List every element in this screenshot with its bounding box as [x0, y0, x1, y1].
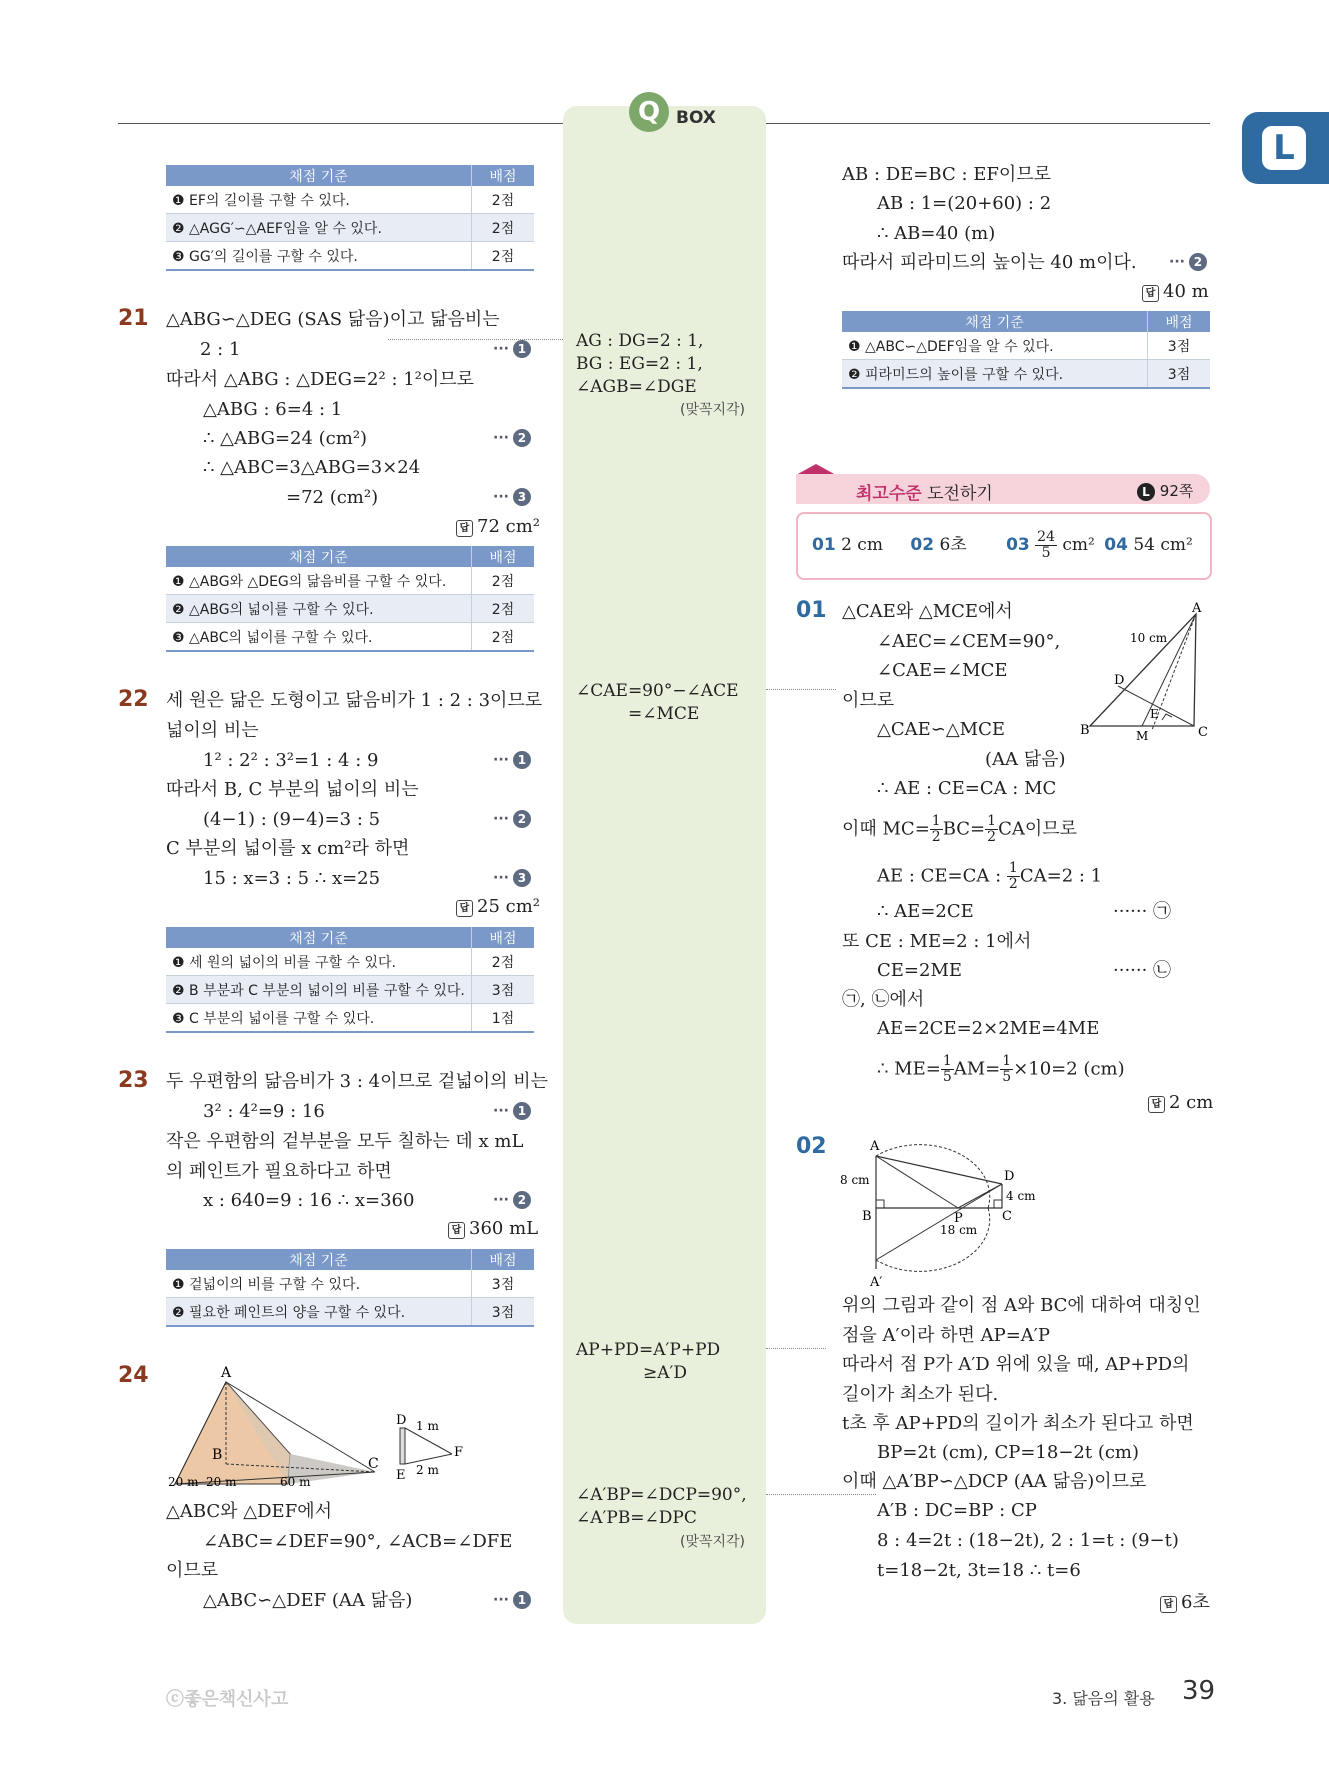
- p21-line7: =72 (cm²): [286, 487, 379, 508]
- challenge-title: 최고수준 도전하기: [856, 484, 993, 504]
- qnote-1d: (맞꼭지각): [680, 402, 746, 418]
- p21-line5: ∴ △ABG=24 (cm²): [203, 428, 368, 449]
- step-mark-2: ··· 2: [1169, 253, 1207, 271]
- p22-line1: 세 원은 닮은 도형이고 닮음비가 1 : 2 : 3이므로: [166, 690, 543, 711]
- qnote-3b: ≥A′D: [643, 1363, 688, 1383]
- fig02-label-a: A: [870, 1139, 880, 1154]
- c02-reflection-figure: [838, 1134, 1038, 1294]
- criteria-row: ❶ EF의 길이를 구할 수 있다.: [166, 186, 472, 214]
- fig01-label-c: C: [1198, 725, 1208, 740]
- p21-answer: 답 72 cm²: [456, 516, 540, 537]
- p23-line2: 3² : 4²=9 : 16: [203, 1101, 325, 1122]
- c01-mark-a: ······ ㉠: [1113, 901, 1172, 922]
- fig24-len-5: 2 m: [416, 1463, 439, 1477]
- score-table-23: 채점 기준 배점 ❶ 겉넓이의 비를 구할 수 있다. 3점 ❷ 필요한 페인트의 양을 구할 수 있다. 3점: [166, 1249, 534, 1327]
- fig02-label-d: D: [1004, 1169, 1015, 1184]
- problem-number-21: 21: [118, 306, 149, 331]
- fig24-len-2: 20 m: [206, 1475, 237, 1489]
- p24-line3: 이므로: [166, 1560, 219, 1581]
- c02-line10: t=18−2t, 3t=18 ∴ t=6: [877, 1560, 1081, 1581]
- c01-answer: 답 2 cm: [1148, 1092, 1213, 1113]
- problem-number-23: 23: [118, 1068, 149, 1093]
- c01-line8: 이때 MC= $\frac{1}{2}$ BC= $\frac{1}{2}$ CA이므로: [842, 813, 1077, 845]
- qnote-2b: =∠MCE: [628, 704, 700, 724]
- c01-line2: ∠AEC=∠CEM=90°,: [877, 631, 1061, 652]
- qnote-4a: ∠A′BP=∠DCP=90°,: [576, 1485, 747, 1505]
- c01-line13: ㉠, ㉡에서: [842, 989, 925, 1010]
- fig24-len-3: 60 m: [280, 1475, 311, 1489]
- p24-line1: △ABC와 △DEF에서: [166, 1501, 332, 1522]
- score-table-24: 채점 기준 배점 ❶ △ABC∽△DEF임을 알 수 있다. 3점 ❷ 피라미드의 높이를 구할 수 있다. 3점: [842, 311, 1210, 389]
- fig24-label-a: A: [221, 1365, 232, 1381]
- pyramid-figure: [160, 1362, 470, 1492]
- level-tab: [1242, 112, 1329, 184]
- step-mark-3: ··· 3: [493, 869, 531, 887]
- step-mark-2: ··· 2: [493, 1191, 531, 1209]
- qnote-1c: ∠AGB=∠DGE: [576, 377, 697, 397]
- p24-line2: ∠ABC=∠DEF=90°, ∠ACB=∠DFE: [203, 1531, 513, 1552]
- fig24-label-d: D: [396, 1413, 407, 1428]
- p22-line6: C 부분의 넓이를 x cm²라 하면: [166, 838, 410, 859]
- c01-line6: (AA 닮음): [985, 749, 1066, 770]
- p22-line2: 넓이의 비는: [166, 720, 259, 741]
- c01-line15: ∴ ME= $\frac{1}{5}$ AM= $\frac{1}{5}$ ×10=2 (cm): [877, 1053, 1125, 1085]
- fig01-label-a: A: [1192, 601, 1202, 616]
- qnote-1b: BG : EG=2 : 1,: [576, 354, 703, 374]
- step-mark-1: ··· 1: [493, 340, 531, 358]
- step-mark-1: ··· 1: [493, 751, 531, 769]
- fig02-label-c: C: [1002, 1209, 1012, 1224]
- fig24-label-c: C: [368, 1456, 379, 1472]
- c02-answer: 답 6초: [1160, 1588, 1210, 1614]
- fig02-len-18: 18 cm: [940, 1223, 978, 1237]
- c02-line6: BP=2t (cm), CP=18−2t (cm): [877, 1442, 1140, 1463]
- l-circle-icon: L: [1137, 483, 1155, 501]
- c01-line7: ∴ AE : CE=CA : MC: [877, 778, 1057, 799]
- p23-answer: 답 360 mL: [448, 1218, 538, 1239]
- c01-line1: △CAE와 △MCE에서: [842, 601, 1013, 622]
- answer-icon: 답: [456, 520, 473, 537]
- leader-line: [766, 689, 836, 690]
- points-header: 배점: [472, 165, 535, 186]
- p24-line4: △ABC∽△DEF (AA 닮음): [203, 1590, 413, 1611]
- p23-line4: 의 페인트가 필요하다고 하면: [166, 1161, 392, 1182]
- p22-line4: 따라서 B, C 부분의 넓이의 비는: [166, 779, 419, 800]
- challenge-number-01: 01: [796, 598, 827, 623]
- c01-line5: △CAE∽△MCE: [877, 719, 1006, 740]
- fig02-len-8: 8 cm: [840, 1173, 870, 1187]
- p24b-line1: AB : DE=BC : EF이므로: [842, 164, 1052, 185]
- c02-line4: 길이가 최소가 된다.: [842, 1384, 999, 1405]
- p24b-line3: ∴ AB=40 (m): [877, 223, 996, 244]
- qnote-4b: ∠A′PB=∠DPC: [576, 1508, 697, 1528]
- fig24-len-1: 20 m: [168, 1475, 199, 1489]
- leader-line: [766, 1348, 826, 1349]
- qnote-3a: AP+PD=A′P+PD: [576, 1340, 721, 1360]
- c02-line1: 위의 그림과 같이 점 A와 BC에 대하여 대칭인: [842, 1295, 1201, 1316]
- c01-mark-b: ······ ㉡: [1113, 960, 1172, 981]
- fig24-label-f: F: [454, 1445, 464, 1460]
- c01-line4: 이므로: [842, 690, 895, 711]
- challenge-page-ref: L 92쪽: [1137, 480, 1193, 501]
- challenge-answers: 01 2 cm 02 6초 03 $\frac{24}{5}$ cm² 04 54 cm²: [812, 529, 1193, 561]
- c02-line8: A′B : DC=BP : CP: [877, 1500, 1037, 1521]
- p22-line7: 15 : x=3 : 5 ∴ x=25: [203, 868, 381, 889]
- p22-line5: (4−1) : (9−4)=3 : 5: [203, 809, 381, 830]
- qnote-1a: AG : DG=2 : 1,: [576, 331, 704, 351]
- fig01-label-e: E: [1150, 707, 1159, 721]
- fig01-label-d: D: [1114, 673, 1125, 688]
- score-table-20: 채점 기준 배점 ❶ EF의 길이를 구할 수 있다. 2점 ❷ △AGG′∽△AEF임을 알 수 있다. 2점 ❸ GG′의 길이를 구할 수 있다. 2점: [166, 165, 534, 271]
- fig24-len-4: 1 m: [416, 1419, 439, 1433]
- c01-line11: 또 CE : ME=2 : 1에서: [842, 931, 1032, 952]
- c02-line5: t초 후 AP+PD의 길이가 최소가 된다고 하면: [842, 1413, 1194, 1434]
- p21-line2: 2 : 1: [200, 339, 241, 360]
- p21-line1: △ABG∽△DEG (SAS 닮음)이고 닮음비는: [166, 309, 500, 330]
- criteria-row: ❷ △AGG′∽△AEF임을 알 수 있다.: [166, 214, 472, 242]
- c01-triangle-figure: [1078, 600, 1218, 740]
- p23-line5: x : 640=9 : 16 ∴ x=360: [203, 1190, 415, 1211]
- p22-line3: 1² : 2² : 3²=1 : 4 : 9: [203, 750, 379, 771]
- p24-answer: 답 40 m: [1142, 281, 1209, 302]
- p23-line3: 작은 우편함의 겉부분을 모두 칠하는 데 x mL: [166, 1131, 524, 1152]
- p21-line6: ∴ △ABC=3△ABG=3×24: [203, 457, 421, 478]
- p24b-line2: AB : 1=(20+60) : 2: [877, 193, 1052, 214]
- level-l-icon: L: [1262, 126, 1306, 170]
- score-table-22: 채점 기준 배점 ❶ 세 원의 넓이의 비를 구할 수 있다. 2점 ❷ B 부분과 C 부분의 넓이의 비를 구할 수 있다. 3점 ❸ C 부분의 넓이를 구할 수 있다. 1점: [166, 927, 534, 1033]
- fig24-label-e: E: [396, 1468, 406, 1483]
- step-mark-1: ··· 1: [493, 1591, 531, 1609]
- c02-line2: 점을 A′이라 하면 AP=A′P: [842, 1325, 1050, 1346]
- fig02-len-4: 4 cm: [1006, 1189, 1036, 1203]
- problem-number-22: 22: [118, 687, 149, 712]
- step-mark-2: ··· 2: [493, 429, 531, 447]
- qnote-4c: (맞꼭지각): [680, 1534, 746, 1550]
- q-box-label: BOX: [676, 108, 716, 128]
- p22-answer: 답 25 cm²: [456, 896, 540, 917]
- fig01-label-m: M: [1136, 729, 1149, 740]
- p21-line4: △ABG : 6=4 : 1: [203, 399, 343, 420]
- fig24-label-b: B: [212, 1447, 223, 1463]
- c01-line10: ∴ AE=2CE: [877, 901, 974, 922]
- p21-line3: 따라서 △ABG : △DEG=2² : 1²이므로: [166, 369, 475, 390]
- challenge-number-02: 02: [796, 1134, 827, 1159]
- fig01-label-b: B: [1080, 723, 1090, 738]
- c01-line3: ∠CAE=∠MCE: [877, 660, 1008, 681]
- problem-number-24: 24: [118, 1363, 149, 1388]
- fig02-label-a-prime: A′: [870, 1275, 883, 1290]
- step-mark-1: ··· 1: [493, 1102, 531, 1120]
- leader-line: [766, 1494, 876, 1495]
- c02-line9: 8 : 4=2t : (18−2t), 2 : 1=t : (9−t): [877, 1530, 1179, 1551]
- qnote-2a: ∠CAE=90°−∠ACE: [576, 681, 739, 701]
- step-mark-2: ··· 2: [493, 810, 531, 828]
- page-number: 39: [1182, 1676, 1216, 1706]
- p24b-line4: 따라서 피라미드의 높이는 40 m이다.: [842, 252, 1137, 273]
- criteria-header: 채점 기준: [166, 165, 472, 186]
- score-table-21: 채점 기준 배점 ❶ △ABG와 △DEG의 닮음비를 구할 수 있다. 2점 ❷ △ABG의 넓이를 구할 수 있다. 2점 ❸ △ABC의 넓이를 구할 수 있다. 2점: [166, 546, 534, 652]
- leader-line: [388, 339, 563, 340]
- q-logo-icon: Q: [629, 92, 669, 132]
- step-mark-3: ··· 3: [493, 488, 531, 506]
- chapter-title: 3. 닮음의 활용: [1052, 1689, 1155, 1708]
- fig02-label-b: B: [862, 1209, 872, 1224]
- fig02-label-p: P: [954, 1211, 963, 1226]
- c02-line3: 따라서 점 P가 A′D 위에 있을 때, AP+PD의: [842, 1354, 1190, 1375]
- p23-line1: 두 우편함의 닮음비가 3 : 4이므로 겉넓이의 비는: [166, 1071, 549, 1092]
- publisher-mark: ⓒ좋은책신사고: [166, 1689, 289, 1710]
- c01-line9: AE : CE=CA : $\frac{1}{2}$ CA=2 : 1: [877, 860, 1103, 892]
- criteria-row: ❸ GG′의 길이를 구할 수 있다.: [166, 242, 472, 271]
- c02-line7: 이때 △A′BP∽△DCP (AA 닮음)이므로: [842, 1471, 1147, 1492]
- c01-line14: AE=2CE=2×2ME=4ME: [877, 1018, 1100, 1039]
- c01-line12: CE=2ME: [877, 960, 963, 981]
- fig01-len: 10 cm: [1130, 631, 1168, 645]
